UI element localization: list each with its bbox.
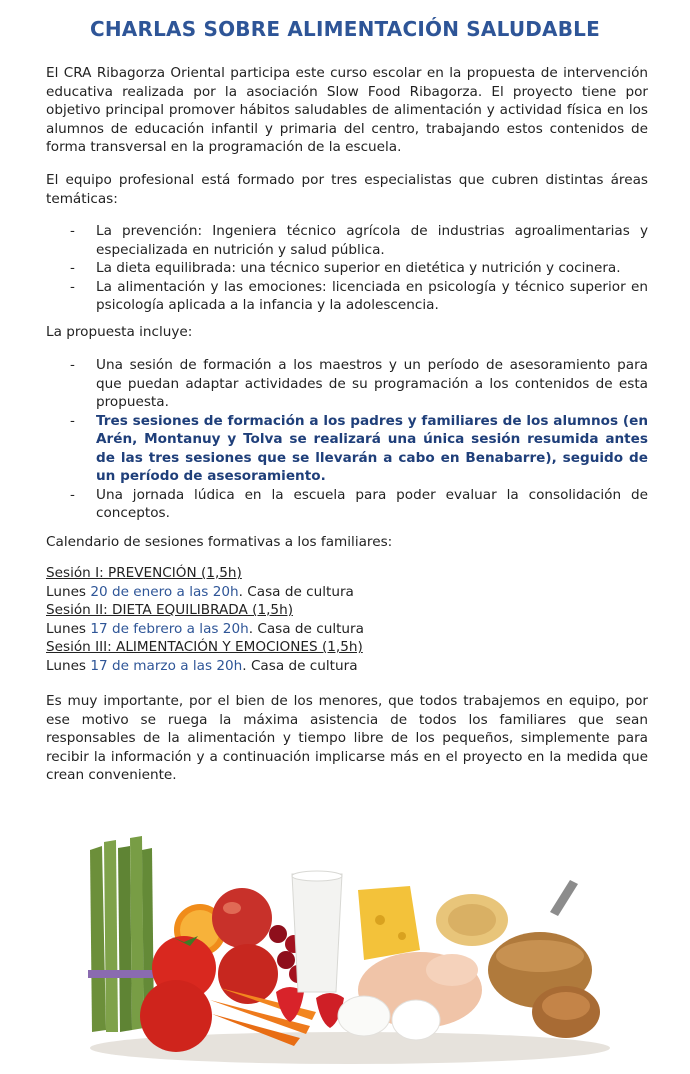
session-detail: Lunes 17 de marzo a las 20h. Casa de cultura xyxy=(46,657,358,674)
dash-bullet: - xyxy=(70,357,75,373)
session-title: Sesión I: PREVENCIÓN (1,5h) xyxy=(46,565,242,581)
list-item: - Una jornada lúdica en la escuela para poder evaluar la consolidación de conceptos. xyxy=(70,486,648,521)
list-item: - La alimentación y las emociones: licenciada en psicología y técnico superior en psicología aplicada a la infancia y la adolescencia. xyxy=(70,278,648,313)
calendar-intro: Calendario de sesiones formativas a los familiares: xyxy=(46,534,393,550)
session-title: Sesión II: DIETA EQUILIBRADA (1,5h) xyxy=(46,602,293,618)
session-title: Sesión III: ALIMENTACIÓN Y EMOCIONES (1,5h) xyxy=(46,639,363,655)
page-title: CHARLAS SOBRE ALIMENTACIÓN SALUDABLE xyxy=(89,17,600,41)
session-detail: Lunes 17 de febrero a las 20h. Casa de cultura xyxy=(46,620,364,637)
list-item: - Una sesión de formación a los maestros y un período de asesoramiento para que puedan adaptar actividades de su programación a los contenidos de esta propuesta. xyxy=(70,357,648,410)
intro-paragraph: El CRA Ribagorza Oriental participa este curso escolar en la propuesta de intervención educativa realizada por la asociación Slow Food Ribagorza. El proyecto tiene por objetivo principal promover hábitos saludables de alimentación y actividad física en los alumnos de educación infantil y primaria del centro, trabajando estos contenidos de forma transversal en la programación de la escuela. xyxy=(46,65,648,155)
team-intro: El equipo profesional está formado por tres especialistas que cubren distintas áreas temáticas: xyxy=(46,172,648,207)
team-list xyxy=(46,222,648,315)
dash-bullet: - xyxy=(70,412,75,429)
milk-glass-icon xyxy=(292,871,342,992)
proposal-intro: La propuesta incluye: xyxy=(46,324,193,340)
list-item: - La prevención: Ingeniera técnico agrícola de industrias agroalimentarias y especializada en nutrición y salud pública. xyxy=(70,223,648,258)
proposal-list xyxy=(46,356,648,523)
bread-icon xyxy=(532,986,600,1038)
healthy-food-illustration xyxy=(80,820,610,1070)
pasta-icon xyxy=(436,894,508,946)
session-list xyxy=(46,564,648,675)
dash-bullet: - xyxy=(70,260,75,276)
cheese-icon xyxy=(358,886,420,960)
session-date: 17 de marzo a las 20h xyxy=(90,657,243,674)
session-detail: Lunes 20 de enero a las 20h. Casa de cultura xyxy=(46,583,354,600)
session-date: 20 de enero a las 20h xyxy=(90,583,239,600)
dash-bullet: - xyxy=(70,278,75,295)
closing-paragraph: Es muy importante, por el bien de los menores, que todos trabajemos en equipo, por ese motivo se ruega la máxima asistencia de todos los familiares que sean responsables de la alimentación y tiempo libre de los pequeños, simplemente para recibir la información y a continuación implicarse más en el proyecto en la medida que crean conveniente. xyxy=(46,693,648,783)
session-date: 17 de febrero a las 20h xyxy=(90,620,249,637)
apple-icon xyxy=(212,888,272,948)
list-item-highlight: - Tres sesiones de formación a los padres y familiares de los alumnos (en Arén, Montanuy y Tolva se realizará una única sesión resumida antes de las tres sesiones que se llevarán a cabo en Benabarre), seguido de un período de asesoramiento. xyxy=(70,412,648,484)
list-item: - La dieta equilibrada: una técnico superior en dietética y nutrición y cocinera. xyxy=(70,260,621,276)
dash-bullet: - xyxy=(70,223,75,239)
dash-bullet: - xyxy=(70,486,75,503)
